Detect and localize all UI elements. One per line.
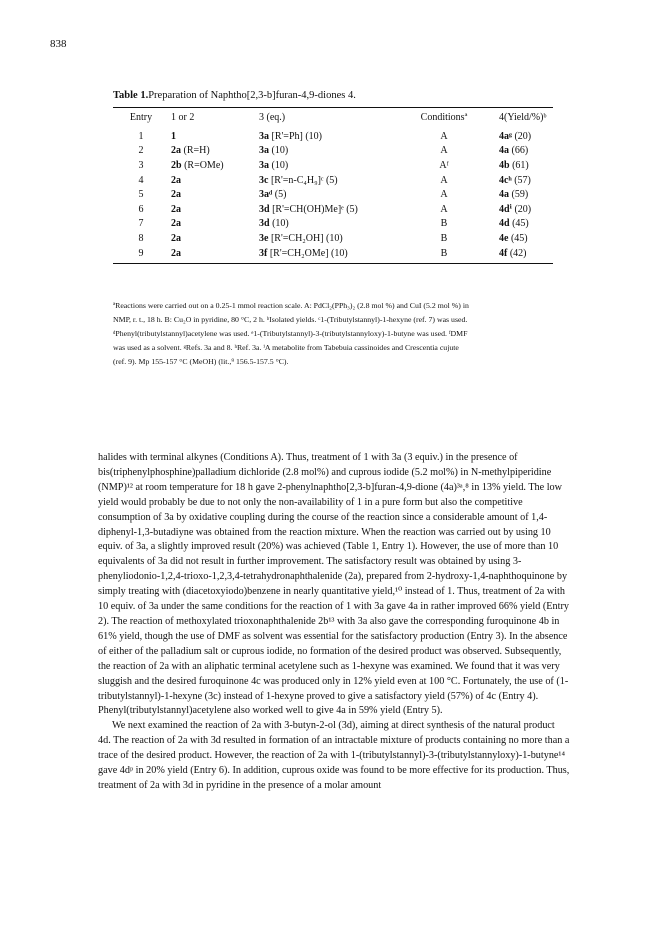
cell-starting-material (169, 173, 257, 188)
cell-alkyne-text: (10) (269, 159, 289, 171)
cell-starting-material-text: 2a (171, 174, 181, 186)
cell-conditions (407, 144, 481, 159)
cell-alkyne (257, 158, 407, 173)
table-bottom-rule (113, 263, 553, 264)
cell-yield (481, 246, 553, 261)
table-row (113, 173, 553, 188)
cell-conditions-text: A (440, 174, 448, 186)
cell-entry-text: 6 (138, 203, 144, 215)
cell-alkyne-text: 3a (259, 159, 269, 171)
cell-starting-material-text: 2b (171, 159, 182, 171)
body-text (98, 451, 570, 794)
table-caption (113, 90, 356, 101)
cell-yield (481, 126, 553, 144)
cell-starting-material-text: (R=H) (181, 145, 210, 157)
cell-alkyne-text: (10) (269, 145, 289, 157)
header-conditions: Conditionsª (420, 112, 468, 123)
page-number: 838 (50, 38, 67, 50)
cell-alkyne-text: [R'=Ph] (10) (269, 130, 322, 142)
cell-yield-text: 4d (499, 218, 510, 230)
cell-yield-text: (20) (511, 203, 532, 215)
cell-starting-material-text: 1 (171, 130, 176, 142)
cell-yield-text: 4cʰ (499, 174, 512, 186)
cell-yield (481, 144, 553, 159)
cell-entry (113, 126, 169, 144)
cell-starting-material (169, 126, 257, 144)
table-caption-label: Table 1. (113, 90, 149, 101)
table-row (113, 158, 553, 173)
cell-starting-material (169, 158, 257, 173)
cell-starting-material-text: (R=OMe) (181, 159, 224, 171)
cell-entry-text: 5 (138, 189, 144, 201)
cell-alkyne-text: 3c (259, 174, 269, 186)
table-caption-text: Preparation of Naphtho[2,3-b]furan-4,9-diones 4. (148, 90, 356, 101)
table-row (113, 246, 553, 261)
cell-entry (113, 187, 169, 202)
cell-yield-text: 4f (499, 247, 508, 259)
cell-entry-text: 8 (138, 232, 144, 244)
table-row (113, 187, 553, 202)
body-paragraph: We next examined the reaction of 2a with 3-butyn-2-ol (3d), aiming at direct synthesis of the natural product 4d. The reaction of 2a with 3d resulted in formation of an intractable mixture of products containing no more than a trace of the desired product. However, the reaction of 2a with 1-(tributylstannyl)-3-(tributylstannyloxy)-1-butyne¹⁴ gave 4dᵖ in 20% yield (Entry 6). In addition, cuprous oxide was found to be more effective for its production. Thus, treatment of 2a with 3d in pyridine in the presence of a molar amount (98, 720, 570, 791)
cell-yield (481, 158, 553, 173)
cell-alkyne (257, 173, 407, 188)
footnote-line: ᵈPhenyl(tributylstannyl)acetylene was used. ᵉ1-(Tributylstannyl)-3-(tributylstannyloxy)-1-butyne was used. ᶠDMF (113, 328, 468, 338)
cell-yield-text: (66) (509, 145, 529, 157)
cell-entry (113, 246, 169, 261)
cell-alkyne-text: 3e (259, 232, 269, 244)
cell-alkyne-text: [R'=n-C₄H₉]ᶜ (5) (268, 174, 338, 186)
cell-alkyne (257, 202, 407, 217)
cell-yield-text: (61) (509, 159, 529, 171)
cell-yield-text: (57) (511, 174, 531, 186)
cell-alkyne-text: 3a (259, 145, 269, 157)
footnote-line: NMP, r. t., 18 h. B: Cu₂O in pyridine, 80 °C, 2 h. ᵇIsolated yields. ᶜ1-(Tributylstannyl)-1-hexyne (ref. 7) was used. (113, 314, 468, 324)
cell-entry (113, 144, 169, 159)
cell-entry (113, 173, 169, 188)
cell-conditions-text: A (440, 145, 448, 157)
cell-alkyne (257, 126, 407, 144)
cell-conditions (407, 158, 481, 173)
table-row (113, 126, 553, 144)
footnote-line: was used as a solvent. ᵍRefs. 3a and 8. ʰRef. 3a. ⁱA metabolite from Tabebuia cassinoides and Crescentia cujute (113, 342, 459, 352)
cell-starting-material (169, 187, 257, 202)
cell-alkyne (257, 231, 407, 246)
cell-entry (113, 231, 169, 246)
cell-yield-text: (42) (507, 247, 527, 259)
cell-starting-material-text: 2a (171, 145, 181, 157)
cell-yield-text: 4e (499, 232, 509, 244)
cell-yield-text: (59) (509, 189, 529, 201)
cell-starting-material (169, 144, 257, 159)
cell-entry-text: 4 (138, 174, 144, 186)
cell-alkyne-text: 3a (259, 130, 269, 142)
cell-yield (481, 231, 553, 246)
cell-starting-material-text: 2a (171, 203, 181, 215)
cell-entry-text: 1 (138, 130, 144, 142)
cell-conditions-text: B (440, 247, 448, 259)
cell-entry-text: 3 (138, 159, 144, 171)
cell-alkyne-text: [R'=CH(OH)Me]ᵉ (5) (269, 203, 358, 215)
cell-yield-text: 4b (499, 159, 510, 171)
cell-starting-material (169, 231, 257, 246)
cell-yield (481, 187, 553, 202)
cell-conditions (407, 246, 481, 261)
cell-alkyne-text: 3d (259, 203, 270, 215)
cell-conditions-text: A (440, 203, 448, 215)
cell-starting-material (169, 246, 257, 261)
cell-conditions-text: Aᶠ (439, 159, 449, 171)
cell-yield (481, 217, 553, 232)
header-alkyne: 3 (eq.) (259, 112, 286, 123)
cell-yield-text: 4a (499, 145, 509, 157)
cell-conditions (407, 126, 481, 144)
cell-alkyne-text: 3d (259, 218, 270, 230)
cell-yield (481, 173, 553, 188)
results-table (113, 107, 553, 264)
table-row (113, 202, 553, 217)
header-starting-material: 1 or 2 (171, 112, 195, 123)
cell-entry-text: 9 (138, 247, 144, 259)
cell-alkyne-text: (5) (272, 189, 287, 201)
table-row (113, 231, 553, 246)
cell-entry (113, 217, 169, 232)
cell-yield-text: (45) (508, 232, 528, 244)
cell-starting-material (169, 202, 257, 217)
cell-entry-text: 2 (138, 145, 144, 157)
cell-alkyne-text: (10) (269, 218, 289, 230)
cell-starting-material-text: 2a (171, 218, 181, 230)
cell-conditions-text: B (440, 218, 448, 230)
cell-conditions (407, 202, 481, 217)
cell-yield-text: 4a (499, 189, 509, 201)
table-header-row (113, 108, 553, 126)
cell-alkyne (257, 187, 407, 202)
cell-alkyne-text: [R'=CH₂OH] (10) (268, 232, 343, 244)
cell-starting-material-text: 2a (171, 189, 181, 201)
cell-yield-text: (20) (511, 130, 532, 142)
cell-alkyne (257, 217, 407, 232)
cell-entry-text: 7 (138, 218, 144, 230)
cell-starting-material-text: 2a (171, 232, 181, 244)
cell-conditions-text: B (440, 232, 448, 244)
cell-yield-text: (45) (509, 218, 529, 230)
table-footnotes (113, 299, 559, 369)
table-row (113, 144, 553, 159)
cell-alkyne-text: [R'=CH₂OMe] (10) (267, 247, 348, 259)
table-row (113, 217, 553, 232)
cell-alkyne (257, 144, 407, 159)
cell-conditions (407, 173, 481, 188)
cell-entry (113, 202, 169, 217)
header-yield: 4(Yield/%)ᵇ (499, 112, 547, 123)
cell-conditions-text: A (440, 130, 448, 142)
cell-yield (481, 202, 553, 217)
cell-yield-text: 4aᵍ (499, 130, 512, 142)
cell-conditions (407, 187, 481, 202)
cell-entry (113, 158, 169, 173)
header-entry: Entry (129, 112, 153, 123)
cell-alkyne-text: 3f (259, 247, 268, 259)
cell-conditions-text: A (440, 189, 448, 201)
footnote-line: (ref. 9). Mp 155-157 °C (MeOH) (lit.,⁹ 156.5-157.5 °C). (113, 356, 289, 366)
cell-conditions (407, 231, 481, 246)
cell-starting-material-text: 2a (171, 247, 181, 259)
cell-yield-text: 4dⁱ (499, 203, 512, 215)
footnote-line: ªReactions were carried out on a 0.25-1 mmol reaction scale. A: PdCl₂(PPh₃)₂ (2.8 mol %) and CuI (5.2 mol %) in (113, 301, 469, 310)
body-paragraph: halides with terminal alkynes (Conditions A). Thus, treatment of 1 with 3a (3 equiv.) in the presence of bis(triphenylphosphine)palladium dichloride (2.8 mol%) and cuprous iodide (5.2 mol%) in N-methylpiperidine (NMP)¹² at room temperature for 18 h gave 2-phenylnaphtho[2,3-b]furan-4,9-dione (4a)³ᵃ,⁸ in 13% yield. The low yield would probably be due to not only the non-availability of 1 in a pure form but also the competitive consumption of 3a by oxidative coupling during the course of the reaction since a considerable amount of 1,4-diphenyl-1,3-butadiyne was obtained from the reaction mixture. When the reaction was carried out by using 10 equiv. of 3a, a slightly improved result (20%) was achieved (Table 1, Entry 1). However, the use of more than 10 equivalents of 3a did not result in further improvement. The satisfactory result was obtained by using 3-phenyliodonio-1,2,4-trioxo-1,2,3,4-tetrahydronaphthalenide (2a), prepared from 2-hydroxy-1,4-naphthoquinone by simply treating with (diacetoxyiodo)benzene in nearly quantitative yield,¹⁰ instead of 1. Thus, treatment of 2a with 10 equiv. of 3a under the same conditions for the reaction of 1 with 3a gave 4a in rather improved 66% yield (Entry 2). The reaction of methoxylated trioxonaphthalenide 2b¹³ with 3a also gave the corresponding furoquinone 4b in 61% yield, though the use of DMF as solvent was essential for the satisfactory production (Entry 3). In the absence of either of the palladium salt or cuprous iodide, no formation of the desired product was observed. Subsequently, the reaction of 2a with an aliphatic terminal acetylene such as 1-hexyne was examined. We found that it was very sluggish and the desired furoquinone 4c was produced only in 12% yield even at 100 °C. Fortunately, the use of (1-tributylstannyl)-1-hexyne (3c) instead of 1-hexyne proved to give a satisfactory yield (57%) of 4c (Entry 4). Phenyl(tributylstannyl)acetylene also worked well to give 4a in 59% yield (Entry 5). (98, 452, 569, 717)
cell-alkyne-text: 3aᵈ (259, 189, 273, 201)
cell-starting-material (169, 217, 257, 232)
cell-conditions (407, 217, 481, 232)
cell-alkyne (257, 246, 407, 261)
